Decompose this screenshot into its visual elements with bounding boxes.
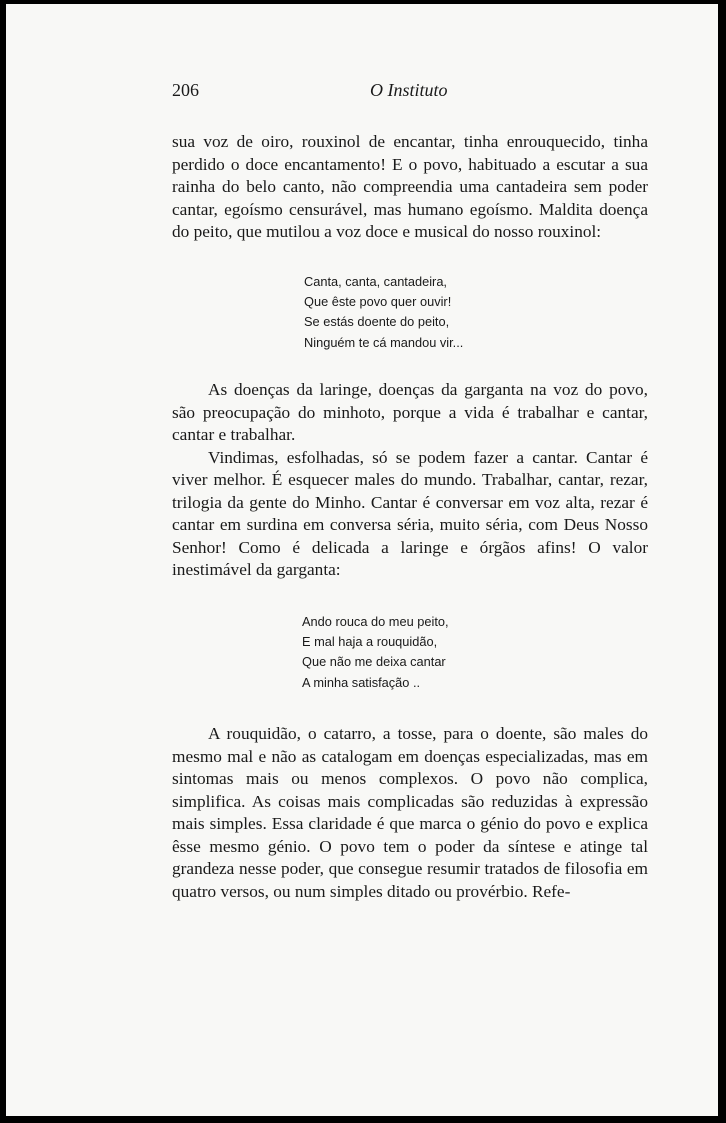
- verse-line: Se estás doente do peito,: [304, 314, 450, 330]
- verse-line: Que não me deixa cantar: [302, 654, 446, 670]
- verse-line: E mal haja a rouquidão,: [302, 634, 438, 650]
- page-header: [172, 80, 648, 104]
- book-page: [6, 4, 718, 1116]
- paragraph-3: Vindimas, esfolhadas, só se podem fazer a cantar. Cantar é viver melhor. É esquecer males do mundo. Trabalhar, cantar, rezar, trilogia da gente do Minho. Cantar é conversar em voz alta, rezar é cantar em surdina em conversa séria, muito séria, com Deus Nosso Senhor! Como é delicada a laringe e órgãos afins! O valor inestimável da garganta:: [172, 447, 648, 580]
- verse-line: Canta, canta, cantadeira,: [304, 273, 447, 289]
- verse-block-2: [302, 612, 648, 694]
- verse-line: Ninguém te cá mandou vir...: [304, 334, 464, 350]
- page-body: [172, 131, 648, 903]
- verse-line: Que êste povo quer ouvir!: [304, 293, 452, 309]
- verse-line: A minha satisfação ..: [302, 674, 421, 690]
- running-title: O Instituto: [370, 80, 448, 100]
- paragraph-2: As doenças da laringe, doenças da garganta na voz do povo, são preocupação do minhoto, porque a vida é trabalhar e cantar, cantar e trabalhar.: [172, 380, 648, 445]
- page-number: 206: [172, 80, 199, 100]
- verse-line: Ando rouca do meu peito,: [302, 613, 449, 629]
- paragraph-4: A rouquidão, o catarro, a tosse, para o doente, são males do mesmo mal e não as catalogam em doenças especializadas, mas em sintomas mais ou menos complexos. O povo não complica, simplifica. As coisas mais complicadas são reduzidas à expressão mais simples. Essa claridade é que marca o génio do povo e explica êsse mesmo génio. O povo tem o poder da síntese e atinge tal grandeza nesse poder, que consegue resumir tratados de filosofia em quatro versos, ou num simples ditado ou provérbio. Refe-: [172, 724, 648, 901]
- verse-block-1: [304, 272, 648, 354]
- paragraph-1: sua voz de oiro, rouxinol de encantar, tinha enrouquecido, tinha perdido o doce encantamento! E o povo, habituado a escutar a sua rainha do belo canto, não compreendia uma cantadeira sem poder cantar, egoísmo censurável, mas humano egoísmo. Maldita doença do peito, que mutilou a voz doce e musical do nosso rouxinol:: [172, 132, 648, 241]
